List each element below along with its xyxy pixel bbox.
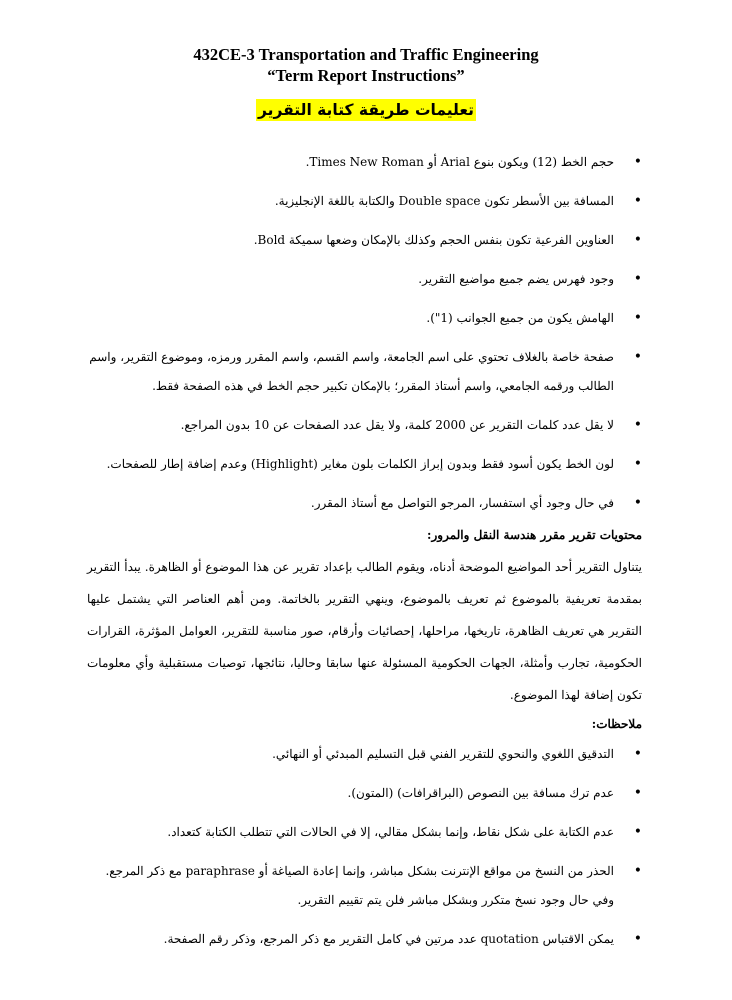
notes-list — [87, 740, 642, 954]
list-item: • يمكن الاقتباس quotation عدد مرتين في كامل التقرير مع ذكر المرجع، وذكر رقم الصفحة. — [87, 925, 642, 954]
list-item: • لا يقل عدد كلمات التقرير عن 2000 كلمة، ولا يقل عدد الصفحات عن 10 بدون المراجع. — [87, 411, 642, 440]
list-item: • المسافة بين الأسطر تكون Double space والكتابة باللغة الإنجليزية. — [87, 187, 642, 216]
list-item: • عدم الكتابة على شكل نقاط، وإنما بشكل مقالي، إلا في الحالات التي تتطلب الكتابة كتعداد. — [87, 818, 642, 847]
list-item: • العناوين الفرعية تكون بنفس الحجم وكذلك بالإمكان وضعها سميكة Bold. — [87, 226, 642, 255]
arabic-page-title: تعليمات طريقة كتابة التقرير — [258, 101, 474, 119]
contents-heading: محتويات تقرير مقرر هندسة النقل والمرور: — [427, 528, 642, 542]
list-item: • وجود فهرس يضم جميع مواضيع التقرير. — [87, 265, 642, 294]
notes-heading: ملاحظات: — [591, 717, 642, 731]
list-item: • الحذر من النسخ من مواقع الإنترنت بشكل مباشر، وإنما إعادة الصياغة أو paraphrase مع ذكر المرجع. وفي حال وجود نسخ متكرر وبشكل مباشر فلن يتم تقييم التقرير. — [87, 857, 642, 915]
contents-paragraph: يتناول التقرير أحد المواضيع الموضحة أدناه، ويقوم الطالب بإعداد تقرير عن هذا الموضوع أو الظاهرة. يبدأ التقرير بمقدمة تعريفية بالموضوع ثم تعريف بالموضوع، وينهي التقرير بالخاتمة. ومن أهم العناصر التي يشتمل عليها التقرير هي تعريف الظاهرة، تاريخها، مراحلها، إحصائيات وأرقام، صور مناسبة للتقرير، العوامل المؤثرة، القرارات الحكومية، تجارب وأمثلة، الجهات الحكومية المسئولة عنها سابقا وحاليا، نتائجها، توصيات مستقبلية وأي معلومات تكون إضافة لهذا الموضوع. — [87, 560, 642, 702]
document-body — [87, 148, 642, 964]
instructions-list — [87, 148, 642, 518]
report-instructions-title: “Term Report Instructions” — [267, 66, 465, 85]
list-item: • الهامش يكون من جميع الجوانب (1"). — [87, 304, 642, 333]
list-item: • التدقيق اللغوي والنحوي للتقرير الفني قبل التسليم المبدئي أو النهائي. — [87, 740, 642, 769]
list-item: • لون الخط يكون أسود فقط وبدون إبراز الكلمات بلون مغاير (Highlight) وعدم إضافة إطار للصفحات. — [87, 450, 642, 479]
list-item: • صفحة خاصة بالغلاف تحتوي على اسم الجامعة، واسم القسم، واسم المقرر ورمزه، وموضوع التقرير، واسم الطالب ورقمه الجامعي، واسم أستاذ المقرر؛ بالإمكان تكبير حجم الخط في هذه الصفحة فقط. — [87, 343, 642, 401]
list-item: • عدم ترك مسافة بين النصوص (البراقرافات) (المتون). — [87, 779, 642, 808]
course-title: 432CE-3 Transportation and Traffic Engineering — [193, 45, 539, 64]
document-header — [0, 44, 732, 86]
list-item: • في حال وجود أي استفسار، المرجو التواصل مع أستاذ المقرر. — [87, 489, 642, 518]
list-item: • حجم الخط (12) ويكون بنوع Arial أو Times New Roman. — [87, 148, 642, 177]
